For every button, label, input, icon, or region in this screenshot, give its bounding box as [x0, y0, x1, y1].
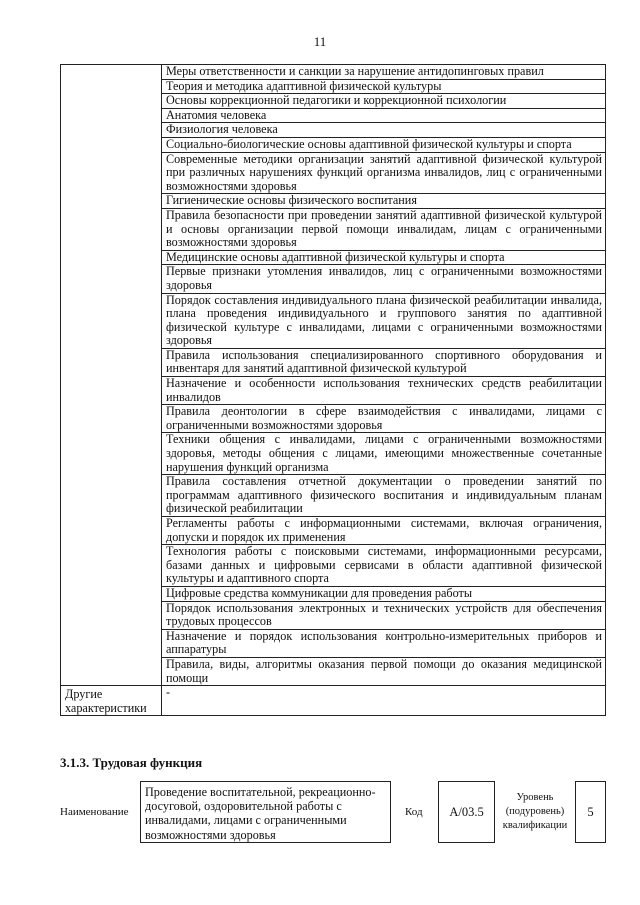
knowledge-item: Назначение и особенности использования технических средств реабилитации инвалидов [162, 377, 606, 405]
knowledge-row [61, 123, 606, 138]
other-characteristics-row [61, 686, 606, 716]
knowledge-row [61, 601, 606, 629]
knowledge-item: Медицинские основы адаптивной физической культуры и спорта [162, 250, 606, 265]
knowledge-row [61, 293, 606, 348]
knowledge-item: Правила деонтологии в сфере взаимодействия с инвалидами, лицами с ограниченными возможностями здоровья [162, 405, 606, 433]
row-label-cell [61, 194, 162, 209]
row-label-cell [61, 152, 162, 194]
knowledge-item: Теория и методика адаптивной физической культуры [162, 79, 606, 94]
knowledge-item: Технология работы с поисковыми системами, информационными ресурсами, базами данных и цифровыми сервисами в области адаптивной физической культуры и адаптивного спорта [162, 545, 606, 587]
knowledge-row [61, 152, 606, 194]
knowledge-row [61, 79, 606, 94]
function-code-label: Код [405, 806, 423, 818]
knowledge-row [61, 545, 606, 587]
row-label-cell [61, 586, 162, 601]
knowledge-row [61, 657, 606, 685]
knowledge-row [61, 250, 606, 265]
knowledge-item: Назначение и порядок использования контрольно-измерительных приборов и аппаратуры [162, 629, 606, 657]
knowledge-item: Порядок использования электронных и технических устройств для обеспечения трудовых процессов [162, 601, 606, 629]
row-label-cell [61, 601, 162, 629]
row-label-cell [61, 433, 162, 475]
knowledge-table-body [61, 65, 606, 686]
knowledge-item: Правила использования специализированного спортивного оборудования и инвентаря для занятий адаптивной физической культурой [162, 348, 606, 376]
row-label-cell [61, 348, 162, 376]
function-name-label: Наименование [60, 806, 129, 818]
row-label-cell [61, 629, 162, 657]
other-characteristics-value: - [162, 686, 606, 716]
knowledge-row [61, 65, 606, 80]
row-label-cell [61, 265, 162, 293]
knowledge-item: Порядок составления индивидуального плана физической реабилитации инвалида, плана проведения индивидуального и группового занятия по адаптивной физической культуре с инвалидами, лицами с ограниченными возможностями здоровья [162, 293, 606, 348]
knowledge-row [61, 208, 606, 250]
knowledge-row [61, 475, 606, 517]
knowledge-item: Первые признаки утомления инвалидов, лиц с ограниченными возможностями здоровья [162, 265, 606, 293]
row-label-cell [61, 208, 162, 250]
knowledge-item: Физиология человека [162, 123, 606, 138]
page-number: 11 [313, 34, 327, 49]
row-label-cell [61, 517, 162, 545]
knowledge-row [61, 265, 606, 293]
knowledge-row [61, 194, 606, 209]
knowledge-item: Техники общения с инвалидами, лицами с ограниченными возможностями здоровья, методы общения с лицами, имеющими множественные сочетанные нарушения функций организма [162, 433, 606, 475]
knowledge-item: Правила безопасности при проведении занятий адаптивной физической культурой и основы организации первой помощи инвалидам, лицам с ограниченными возможностями здоровья [162, 208, 606, 250]
row-label-cell [61, 475, 162, 517]
row-label-cell [61, 94, 162, 109]
row-label-cell [61, 293, 162, 348]
knowledge-row [61, 108, 606, 123]
row-label-cell [61, 65, 162, 80]
row-label-cell [61, 137, 162, 152]
row-label-cell [61, 108, 162, 123]
other-characteristics-label: Другие характеристики [61, 686, 162, 716]
qualification-level-label: Уровень (подуровень) квалификации [502, 792, 568, 831]
knowledge-table [60, 64, 606, 716]
knowledge-item: Анатомия человека [162, 108, 606, 123]
knowledge-item: Основы коррекционной педагогики и коррекционной психологии [162, 94, 606, 109]
knowledge-row [61, 586, 606, 601]
knowledge-row [61, 94, 606, 109]
knowledge-item: Современные методики организации занятий адаптивной физической культурой при различных нарушениях функций организма инвалидов, лиц с ограниченными возможностями здоровья [162, 152, 606, 194]
knowledge-item: Гигиенические основы физического воспитания [162, 194, 606, 209]
row-label-cell [61, 377, 162, 405]
knowledge-item: Правила составления отчетной документации о проведении занятий по программам адаптивного физического воспитания и индивидуальным планам физической реабилитации [162, 475, 606, 517]
knowledge-row [61, 137, 606, 152]
row-label-cell [61, 657, 162, 685]
knowledge-row [61, 433, 606, 475]
function-code-value: A/03.5 [438, 781, 495, 843]
section-heading: 3.1.3. Трудовая функция [60, 755, 203, 770]
knowledge-row [61, 517, 606, 545]
knowledge-item: Регламенты работы с информационными системами, включая ограничения, допуски и порядок их применения [162, 517, 606, 545]
row-label-cell [61, 545, 162, 587]
knowledge-row [61, 348, 606, 376]
knowledge-item: Цифровые средства коммуникации для проведения работы [162, 586, 606, 601]
knowledge-row [61, 377, 606, 405]
knowledge-item: Меры ответственности и санкции за нарушение антидопинговых правил [162, 65, 606, 80]
qualification-level-value: 5 [575, 781, 606, 843]
row-label-cell [61, 405, 162, 433]
row-label-cell [61, 250, 162, 265]
knowledge-item: Правила, виды, алгоритмы оказания первой помощи до оказания медицинской помощи [162, 657, 606, 685]
knowledge-row [61, 629, 606, 657]
row-label-cell [61, 79, 162, 94]
knowledge-row [61, 405, 606, 433]
function-name-value: Проведение воспитательной, рекреационно-досуговой, оздоровительной работы с инвалидами, лицами с ограниченными возможностями здоровья [140, 781, 391, 843]
knowledge-item: Социально-биологические основы адаптивной физической культуры и спорта [162, 137, 606, 152]
row-label-cell [61, 123, 162, 138]
